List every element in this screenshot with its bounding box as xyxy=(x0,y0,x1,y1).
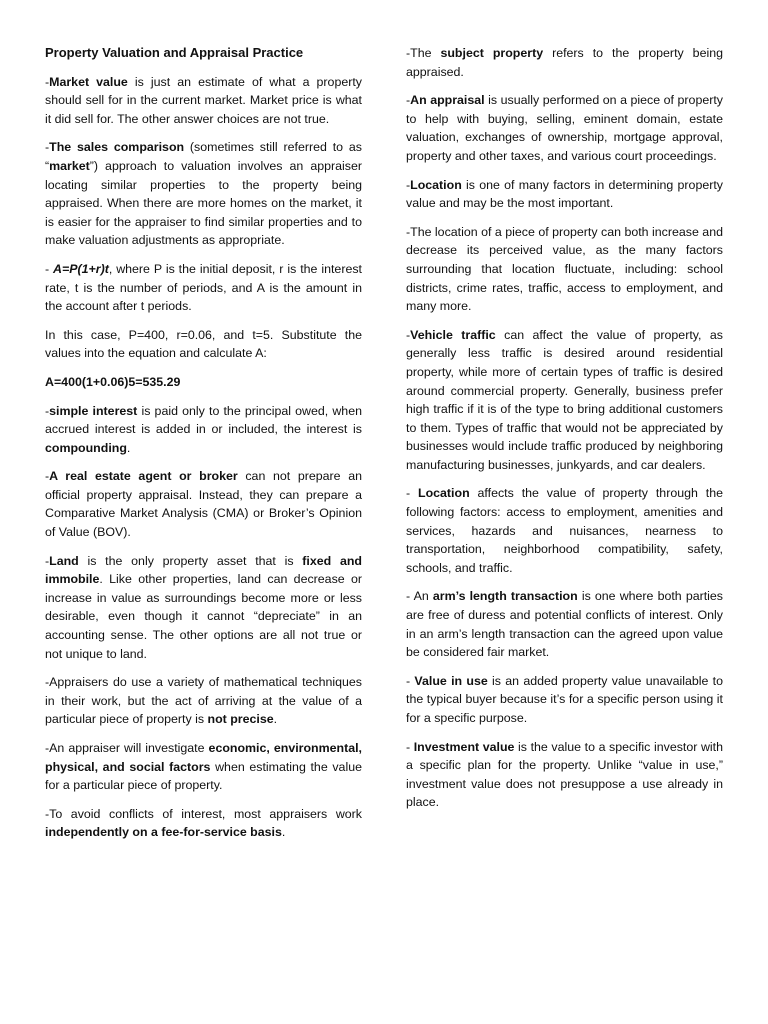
text: - xyxy=(406,93,411,108)
paragraph-land xyxy=(45,552,362,664)
bold-term: An appraisal xyxy=(410,93,485,108)
text: refers to the property being appraised. xyxy=(406,46,723,79)
text: - xyxy=(406,673,415,688)
text: . xyxy=(126,440,131,455)
paragraph-formula xyxy=(45,260,362,316)
right-column xyxy=(406,44,723,822)
text: , where P is the initial deposit, r is the interest rate, t is the number of periods, and A is the amount in the account after t periods. xyxy=(45,261,362,314)
text: (sometimes still referred to as “ xyxy=(45,140,362,173)
bold-term: Value in use xyxy=(414,673,488,688)
bold-term: subject property xyxy=(440,46,544,60)
text: -An appraiser will investigate xyxy=(45,741,209,755)
bold-term: fixed and immobile xyxy=(45,553,362,587)
bold-term: A real estate agent or broker xyxy=(49,469,238,484)
text: - xyxy=(45,140,50,155)
paragraph-math-techniques xyxy=(45,673,362,729)
bold-term: not precise xyxy=(207,712,274,727)
paragraph-location xyxy=(406,176,723,213)
bold-term: Vehicle traffic xyxy=(410,327,496,342)
bold-term: arm’s length transaction xyxy=(432,589,578,604)
bold-term: economic, environmental, physical, and social factors xyxy=(45,741,362,774)
paragraph-arms-length xyxy=(406,587,723,661)
paragraph-location-factors: -The location of a piece of property can both increase and decrease its perceived value, as the many factors surrounding that location fluctuate, including: school districts, crime rates, traffic, access to employment, and many more. xyxy=(406,224,723,314)
formula-text: A=P(1+r)t xyxy=(53,261,109,276)
paragraph-factors xyxy=(45,739,362,795)
paragraph-agent-broker xyxy=(45,467,362,541)
left-column xyxy=(45,44,362,852)
text: is just an estimate of what a property should sell for in the current market. Market price is what it did sell for. The other answer choices are not true. xyxy=(45,74,362,126)
page-title: Property Valuation and Appraisal Practice xyxy=(45,45,304,60)
text: is one of many factors in determining property value and may be the most important. xyxy=(406,177,723,211)
text: can not prepare an official property appraisal. Instead, they can prepare a Comparative Market Analysis (CMA) or Broker’s Opinion of Value (BOV). xyxy=(45,469,362,540)
bold-term: Location xyxy=(410,177,462,192)
text: -Appraisers do use a variety of mathematical techniques in their work, but the act of arriving at the value of a particular piece of property is xyxy=(45,675,362,727)
paragraph-investment-value xyxy=(406,738,723,812)
text: is paid only to the principal owed, when accrued interest is added in or included, the interest is xyxy=(45,403,362,437)
bold-term: Land xyxy=(49,553,79,568)
text: -The xyxy=(406,46,441,60)
text: - An xyxy=(406,589,433,604)
text: - xyxy=(45,469,50,484)
bold-term: Market value xyxy=(49,74,128,89)
bold-term: independently on a fee-for-service basis xyxy=(45,825,282,840)
text: - xyxy=(406,327,411,342)
text: -To avoid conflicts of interest, most appraisers work xyxy=(45,806,362,821)
bold-term: Location xyxy=(418,486,470,501)
text: - xyxy=(45,553,50,568)
paragraph-location-affects xyxy=(406,484,723,577)
text: is the value to a specific investor with a specific plan for the property. Unlike “value in use,” investment value does not presuppose a use already in place. xyxy=(406,739,723,810)
text: affects the value of property through the following factors: access to employment, amenities and services, hazards and nuisances, nearness to transportation, neighborhood compatibility, safety, schools, and traffic. xyxy=(406,486,723,575)
text: - xyxy=(406,177,411,192)
paragraph-sales-comparison xyxy=(45,138,362,250)
text: - xyxy=(45,261,54,276)
paragraph-market-value xyxy=(45,73,362,129)
paragraph-this-case: In this case, P=400, r=0.06, and t=5. Substitute the values into the equation and calculate A: xyxy=(45,327,362,361)
text: - xyxy=(45,403,50,418)
bold-term: market xyxy=(49,158,90,173)
text: - xyxy=(45,74,50,89)
text: when estimating the value for a particular piece of property. xyxy=(45,759,362,793)
text: - xyxy=(406,486,419,501)
paragraph-independent xyxy=(45,805,362,842)
paragraph-simple-interest xyxy=(45,402,362,458)
paragraph-value-in-use xyxy=(406,672,723,728)
text: - xyxy=(406,739,414,754)
bold-term: simple interest xyxy=(49,403,138,418)
text: is the only property asset that is xyxy=(78,553,303,568)
text: can affect the value of property, as generally less traffic is desired around residential property, while more of certain types of traffic is desired around commercial property. Generally, business prefer high traffic if it is of the type to bring additional customers to them. Types of traffic that would not be appreciated by businesses would include traffic produced by neighboring manufacturing businesses, junkyards, and car dealers. xyxy=(406,327,723,472)
result-text: A=400(1+0.06)5=535.29 xyxy=(45,374,181,389)
paragraph-result xyxy=(45,373,362,392)
paragraph-subject-property xyxy=(406,44,723,81)
bold-term: Investment value xyxy=(413,739,515,754)
text: ”) approach to valuation involves an appraiser locating similar properties to the property being appraised. When there are more homes on the market, it is easier for the appraiser to find similar properties and to make valuation adjustments as appropriate. xyxy=(45,158,362,248)
text: . Like other properties, land can decrease or increase in value as surroundings become more or less desirable, even though it cannot “depreciate” in an accounting sense. The other options are all not true or not unique to land. xyxy=(45,572,362,661)
bold-term: The sales comparison xyxy=(49,140,185,155)
text: . xyxy=(273,712,278,727)
paragraph-appraisal xyxy=(406,91,723,165)
text: . xyxy=(281,825,286,840)
paragraph-vehicle-traffic xyxy=(406,326,723,475)
text: is an added property value unavailable to the typical buyer because it’s for a specific person using it for a specific purpose. xyxy=(406,673,724,725)
text: is one where both parties are free of duress and potential conflicts of interest. Only in an arm’s length transaction can the agreed upon value be considered fair market. xyxy=(406,589,724,660)
text: is usually performed on a piece of property to help with buying, selling, eminent domain, estate valuation, exchanges of ownership, mortgage approval, property and other taxes, and various court proceedings. xyxy=(406,93,723,163)
bold-term: compounding xyxy=(45,440,127,455)
